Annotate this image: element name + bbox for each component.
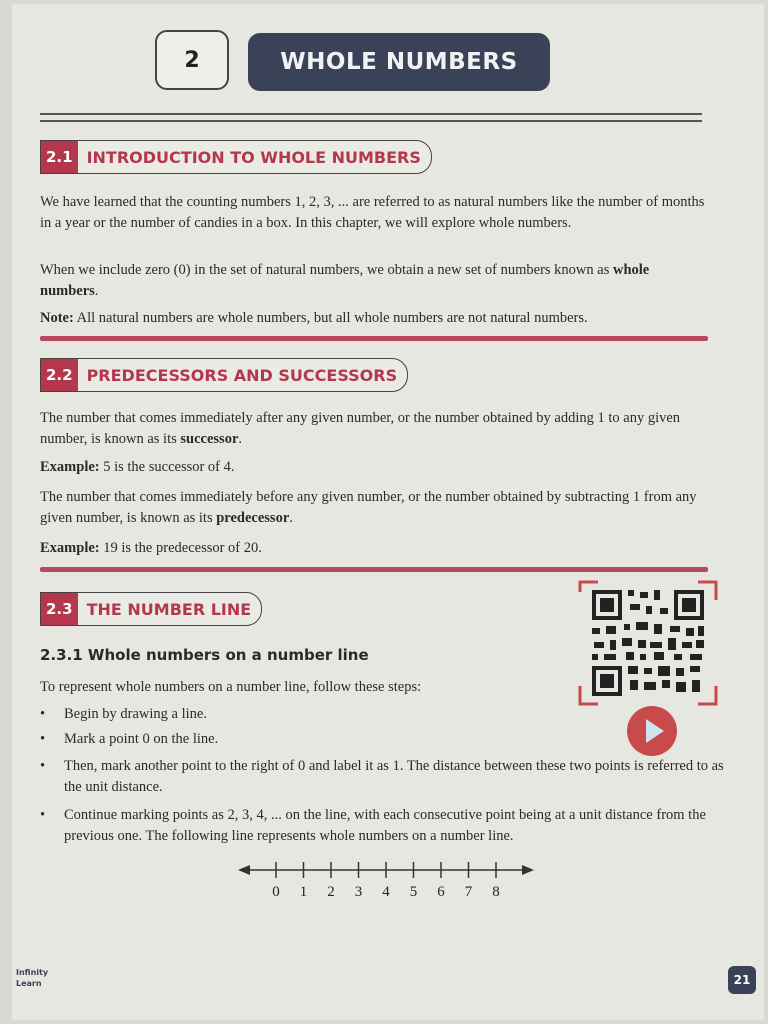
number-line-label: 2	[327, 884, 335, 900]
subsection-title: 2.3.1 Whole numbers on a number line	[40, 646, 369, 664]
section-number: 2.2	[41, 359, 78, 391]
paragraph: The number that comes immediately after any given number, or the number obtained by adding 1 to any given number, is known as its successor.	[40, 410, 681, 447]
number-line-label: 3	[354, 884, 363, 900]
section-number: 2.1	[41, 141, 78, 173]
section-divider	[40, 336, 708, 341]
section-heading-2-2	[40, 358, 408, 392]
section-title: INTRODUCTION TO WHOLE NUMBERS	[86, 147, 421, 167]
divider	[40, 113, 702, 115]
number-line-label: 4	[382, 884, 390, 900]
paragraph: When we include zero (0) in the set of natural numbers, we obtain a new set of numbers known as whole numbers.	[40, 262, 650, 299]
number-line-label: 5	[409, 884, 418, 900]
section-divider	[40, 567, 708, 572]
bullet-icon: •	[40, 807, 46, 823]
paragraph: The number that comes immediately before any given number, or the number obtained by subtracting 1 from any given number, is known as its predecessor.	[40, 489, 697, 526]
section-heading-2-1	[40, 140, 432, 174]
example: Example: 5 is the successor of 4.	[40, 459, 235, 475]
bullet-icon: •	[40, 758, 46, 774]
number-line-label: 6	[437, 884, 445, 900]
section-number: 2.3	[41, 593, 78, 625]
infinity-learn-logo	[14, 964, 54, 992]
divider	[40, 120, 702, 122]
number-line-label: 8	[492, 884, 500, 900]
svg-text:Infinity: Infinity	[16, 968, 49, 977]
number-line-label: 0	[272, 884, 280, 900]
number-line-label: 1	[299, 884, 308, 900]
note: Note: All natural numbers are whole numbers, but all whole numbers are not natural numbers.	[40, 310, 588, 326]
bullet-icon: •	[40, 731, 46, 747]
paragraph: To represent whole numbers on a number line, follow these steps:	[40, 679, 422, 695]
arrow-right-icon	[522, 865, 534, 875]
chapter-number: 2	[155, 30, 229, 90]
number-line-label: 7	[464, 884, 473, 900]
number-line-diagram	[236, 858, 536, 902]
section-title: PREDECESSORS AND SUCCESSORS	[86, 365, 398, 385]
paragraph: We have learned that the counting numbers 1, 2, 3, ... are referred to as natural numbers like the number of months in a year or the number of candies in a box. In this chapter, we will explore whole numbers.	[40, 194, 705, 231]
arrow-left-icon	[238, 865, 250, 875]
bullet-icon: •	[40, 706, 46, 722]
section-heading-2-3	[40, 592, 262, 626]
svg-text:Learn: Learn	[16, 979, 42, 988]
page-number: 21	[728, 966, 756, 994]
section-title: THE NUMBER LINE	[86, 599, 252, 619]
chapter-title: WHOLE NUMBERS	[248, 33, 550, 91]
example: Example: 19 is the predecessor of 20.	[40, 540, 262, 556]
